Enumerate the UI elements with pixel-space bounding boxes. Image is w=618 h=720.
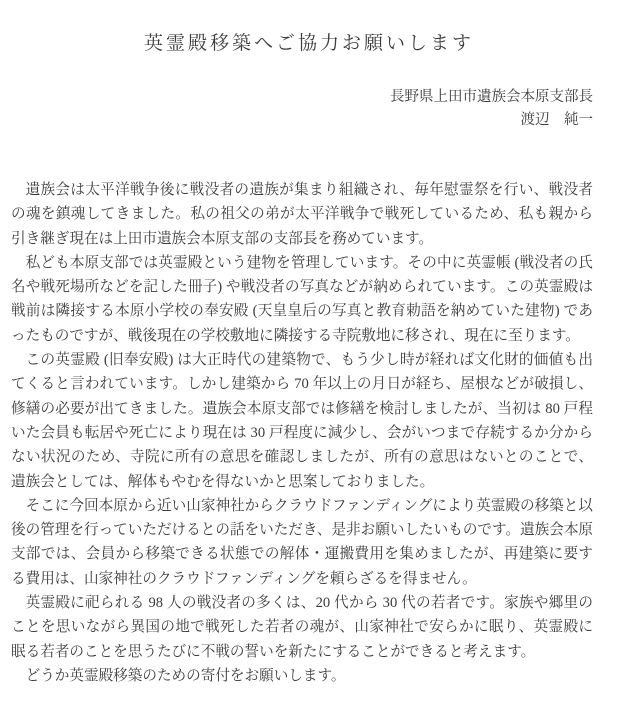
body-paragraph: どうか英霊殿移築のための寄付をお願いします。 (25, 667, 346, 684)
document-title: 英霊殿移築へご協力お願いします (143, 33, 474, 54)
byline-organization: 長野県上田市遺族会本原支部長 (390, 89, 593, 105)
body-paragraph: 私ども本原支部では英霊殿という建物を管理しています。その中に英霊帳 (戦没者の氏名や戦死場所などを記した冊子) や戦没者の写真などが納められています。この英霊殿は戦前は隣接する本原小学校の奉安殿 (天皇皇后の写真と教育勅語を納めていた建物) であったものですが、戦後現在の学校敷地に隣接する寺院敷地に移され、現在に至ります。 (11, 254, 593, 344)
byline (0, 86, 618, 132)
byline-name: 渡辺 純一 (520, 112, 593, 128)
document-body (11, 178, 593, 688)
body-paragraph: そこに今回本原から近い山家神社からクラウドファンディングにより英霊殿の移築と以後の管理を行っていただけるとの話をいただき、是非お願いしたいものです。遺族会本原支部では、会員から移築できる状態での解体・運搬費用を集めましたが、再建築に要する費用は、山家神社のクラウドファンディングを頼らざるを得ません。 (11, 497, 594, 587)
body-paragraph: この英霊殿 (旧奉安殿) は大正時代の建築物で、もう少し時が経れば文化財的価値も出てくると言われています。しかし建築から 70 年以上の月日が経ち、屋根などが破損し、修繕の必要が出てきました。遺族会本原支部では修繕を検討しましたが、当初は 80 戸程いた会員も転居や死亡により現在は 30 戸程度に減少し、会がいつまで存続するか分からない状況のため、寺院に所有の意思を確認しましたが、所有の意思はないとのことで、遺族会としては、解体もやむを得ないかと思案しておりました。 (11, 352, 593, 490)
body-paragraph: 遺族会は太平洋戦争後に戦没者の遺族が集まり組織され、毎年慰霊祭を行い、戦没者の魂を鎮魂してきました。私の祖父の弟が太平洋戦争で戦死しているため、私も親から引き継ぎ現在は上田市遺族会本原支部の支部長を務めています。 (11, 182, 593, 247)
body-paragraph: 英霊殿に祀られる 98 人の戦没者の多くは、20 代から 30 代の若者です。家族や郷里のことを思いながら異国の地で戦死した若者の魂が、山家神社で安らかに眠り、英霊殿に眠る若者のことを思うたびに不戦の誓いを新たにすることができると考えます。 (11, 595, 593, 660)
